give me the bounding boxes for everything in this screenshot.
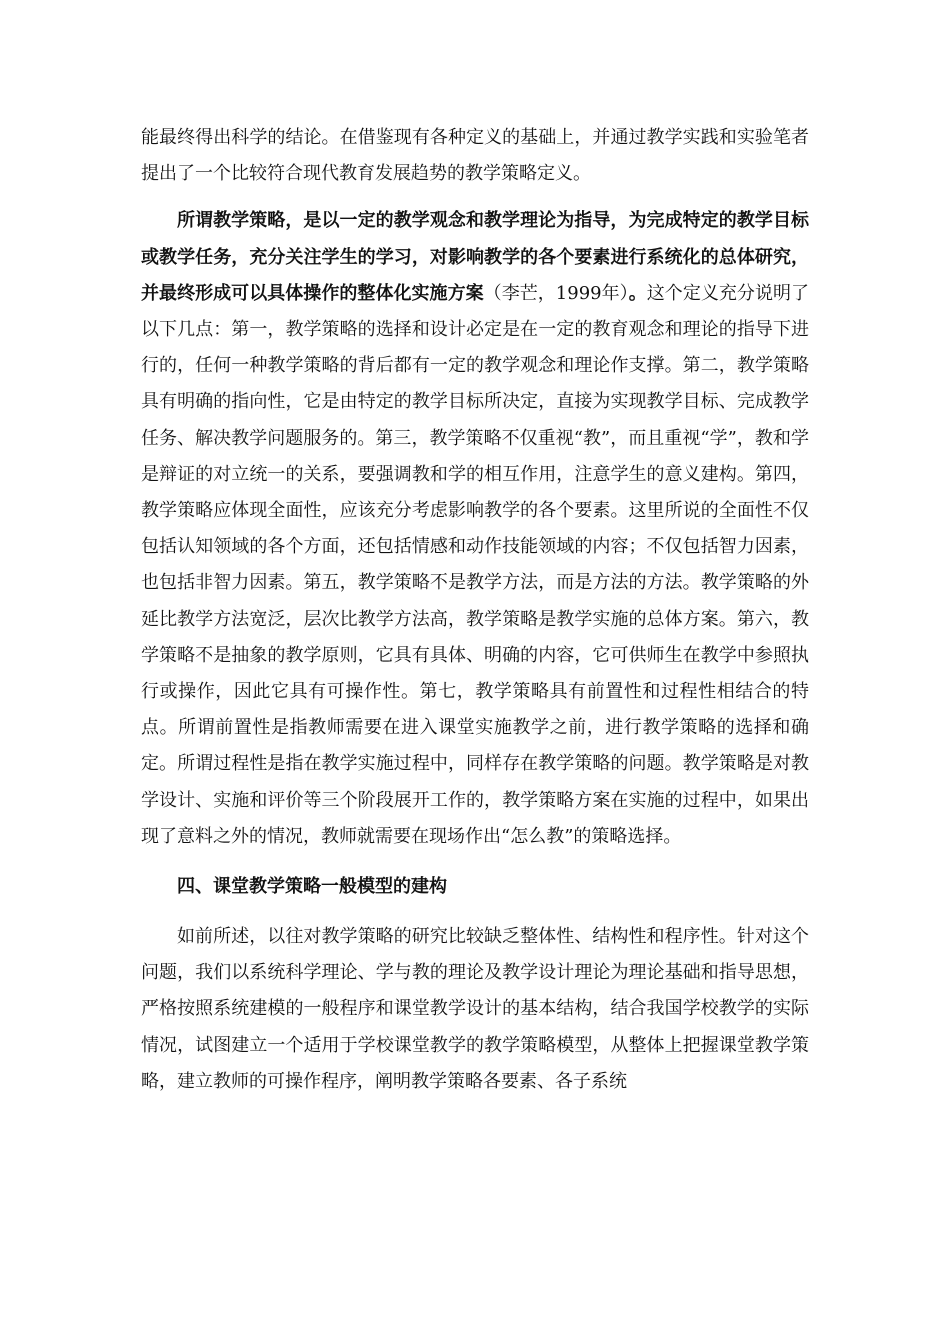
definition-period: 。 [628,282,647,304]
section-heading: 四、课堂教学策略一般模型的建构 [177,876,447,898]
definition-explanation: 这个定义充分说明了以下几点：第一，教学策略的选择和设计必定是在一定的教育观念和理论的指导下进行的，任何一种教学策略的背后都有一定的教学观念和理论作支撑。第二，教学策略具有明确的指向性，它是由特定的教学目标所决定，直接为实现教学目标、完成教学任务、解决教学问题服务的。第三，教学策略不仅重视“教”，而且重视“学”，教和学是辩证的对立统一的关系，要强调教和学的相互作用，注意学生的意义建构。第四，教学策略应体现全面性，应该充分考虑影响教学的各个要素。这里所说的全面性不仅包括认知领域的各个方面，还包括情感和动作技能领域的内容；不仅包括智力因素，也包括非智力因素。第五，教学策略不是教学方法，而是方法的方法。教学策略的外延比教学方法宽泛，层次比教学方法高，教学策略是教学实施的总体方案。第六，教学策略不是抽象的教学原则，它具有具体、明确的内容，它可供师生在教学中参照执行或操作，因此它具有可操作性。第七，教学策略具有前置性和过程性相结合的特点。所谓前置性是指教师需要在进入课堂实施教学之前，进行教学策略的选择和确定。所谓过程性是指在教学实施过程中，同样存在教学策略的问题。教学策略是对教学设计、实施和评价等三个阶段展开工作的，教学策略方案在实施的过程中，如果出现了意料之外的情况，教师就需要在现场作出“怎么教”的策略选择。 [141,282,810,847]
paragraph-model-construction: 如前所述，以往对教学策略的研究比较缺乏整体性、结构性和程序性。针对这个问题，我们以系统科学理论、学与教的理论及教学设计理论为理论基础和指导思想，严格按照系统建模的一般程序和课堂教学设计的基本结构，结合我国学校教学的实际情况，试图建立一个适用于学校课堂教学的教学策略模型，从整体上把握课堂教学策略，建立教师的可操作程序，阐明教学策略各要素、各子系统 [141,926,809,1092]
definition-bold-text: 所谓教学策略，是以一定的教学观念和教学理论为指导，为完成特定的教学目标或教学任务，充分关注学生的学习，对影响教学的各个要素进行系统化的总体研究，并最终形成可以具体操作的整体化实施方案 [141,210,809,304]
document-page [141,120,809,1100]
paragraph-definition [141,203,809,855]
paragraph-continuation: 能最终得出科学的结论。在借鉴现有各种定义的基础上，并通过教学实践和实验笔者提出了一个比较符合现代教育发展趋势的教学策略定义。 [141,127,809,185]
citation: （李芒，1999年） [483,282,629,304]
